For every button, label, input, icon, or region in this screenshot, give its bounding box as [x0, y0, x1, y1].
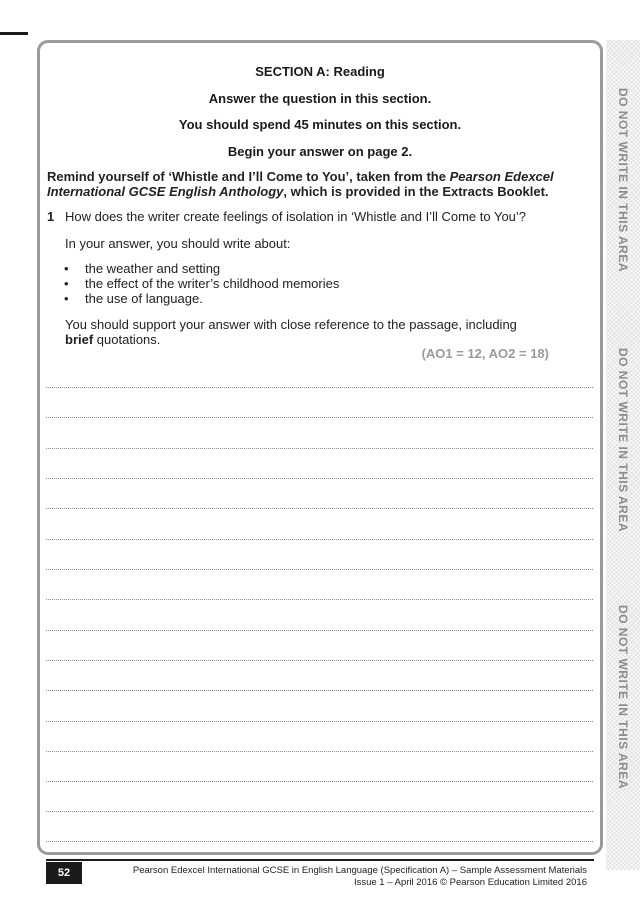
answer-line[interactable] [46, 387, 593, 388]
answer-line[interactable] [46, 508, 593, 509]
bullet-marker: • [64, 261, 69, 276]
answer-line[interactable] [46, 660, 593, 661]
footer-line-1: Pearson Edexcel International GCSE in English Language (Specification A) – Sample Assessment Materials [132, 865, 587, 876]
margin-warning-middle: DO NOT WRITE IN THIS AREA [616, 347, 630, 533]
answer-line[interactable] [46, 448, 593, 449]
answer-line[interactable] [46, 539, 593, 540]
bullet-item: the weather and setting [85, 261, 221, 276]
instruction-begin: Begin your answer on page 2. [227, 144, 413, 159]
answer-line[interactable] [46, 478, 593, 479]
instruction-time: You should spend 45 minutes on this section. [178, 117, 462, 132]
footer-line-2: Issue 1 – April 2016 © Pearson Education Limited 2016 [353, 877, 587, 888]
answer-line[interactable] [46, 630, 593, 631]
bullet-marker: • [64, 291, 69, 306]
answer-line[interactable] [46, 781, 593, 782]
instruction-answer: Answer the question in this section. [208, 91, 432, 106]
question-number: 1 [47, 209, 55, 224]
margin-warning-bottom: DO NOT WRITE IN THIS AREA [616, 604, 630, 790]
answer-line[interactable] [46, 811, 593, 812]
support-line-1: You should support your answer with close reference to the passage, including [65, 317, 517, 332]
answer-line[interactable] [46, 841, 593, 842]
remind-line-2: International GCSE English Anthology, which is provided in the Extracts Booklet. [47, 184, 549, 199]
margin-warning-top: DO NOT WRITE IN THIS AREA [616, 87, 630, 273]
support-line-2: brief quotations. [65, 332, 161, 347]
question-intro: In your answer, you should write about: [65, 236, 291, 251]
marks-allocation: (AO1 = 12, AO2 = 18) [421, 346, 549, 361]
answer-line[interactable] [46, 751, 593, 752]
section-title: SECTION A: Reading [255, 64, 385, 79]
bullet-item: the effect of the writer’s childhood memories [85, 276, 340, 291]
answer-line[interactable] [46, 721, 593, 722]
corner-registration-mark [0, 32, 28, 35]
remind-line-1: Remind yourself of ‘Whistle and I’ll Come to You’, taken from the Pearson Edexcel [47, 169, 554, 184]
page-number: 52 [46, 862, 82, 884]
bullet-marker: • [64, 276, 69, 291]
bullet-item: the use of language. [85, 291, 203, 306]
answer-line[interactable] [46, 417, 593, 418]
footer-rule [46, 859, 594, 861]
answer-line[interactable] [46, 599, 593, 600]
answer-line[interactable] [46, 569, 593, 570]
answer-line[interactable] [46, 690, 593, 691]
question-text: How does the writer create feelings of isolation in ‘Whistle and I’ll Come to You’? [65, 209, 527, 224]
